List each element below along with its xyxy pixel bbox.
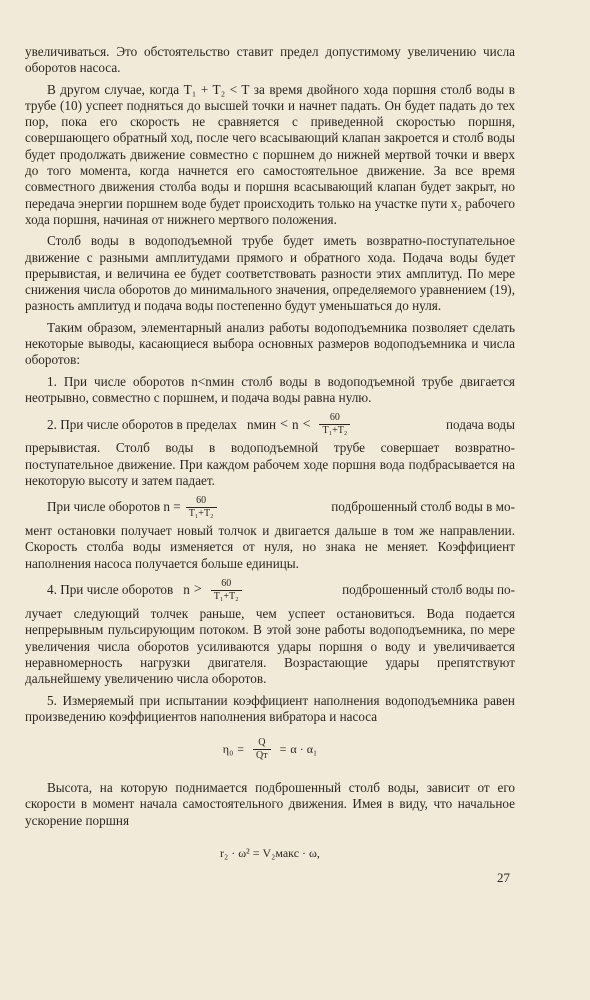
paragraph-intro: увеличиваться. Это обстоятельство ставит предел допустимому увеличению числа оборотов насоса. <box>25 44 515 76</box>
formula-product: α · α₁ <box>290 742 318 757</box>
fraction-denominator-4: T₁+T₂ <box>211 590 242 603</box>
conclusion-1: 1. При числе оборотов n<nмин столб воды в водоподъемной трубе двигается неотрывно, совместно с поршнем, и подача воды равна нулю. <box>25 373 515 405</box>
n-symbol: n <box>291 416 299 432</box>
conclusion-3-lead: При числе оборотов n = <box>47 499 181 515</box>
conclusion-2-lead: 2. При числе оборотов в пределах <box>47 416 237 432</box>
paragraph-column: Столб воды в водоподъемной трубе будет иметь возвратно-поступательное движение с разными амплитудами прямого и обратного хода. Подача воды будет прерывистая, и величина ее будет соответствовать разности этих амплитуд. По мере снижения числа оборотов до минимального значения, определяемого уравнением (19), разность амплитуд и подача воды постепенно будут уменьшаться до нуля. <box>25 233 515 314</box>
n-min-symbol: nмин <box>247 416 277 432</box>
conclusion-2-line <box>25 412 515 437</box>
conclusion-4-cont: лучает следующий толчек раньше, чем успеет остановиться. Вода подается непрерывным пульсирующим потоком. В этой зоне работы водоподъемника, по мере увеличения числа оборотов усиливаются удары поршня о воду и увеличивается неравномерность нагрузки двигателя. Возрастающие удары препятствуют дальнейшему увеличению числа оборотов. <box>25 606 515 687</box>
paragraph-thus: Таким образом, элементарный анализ работы водоподъемника позволяет сделать некоторые выводы, касающиеся выбора основных размеров водоподъемника и числа оборотов: <box>25 319 515 368</box>
fraction-numerator: 60 <box>329 412 340 424</box>
formula-acceleration: r₂ · ω² = V₂макс · ω, <box>220 845 320 860</box>
conclusion-3-line <box>25 495 515 520</box>
less-than-sign-2: < <box>302 416 311 432</box>
fraction-numerator-4: 60 <box>221 578 232 590</box>
greater-than-sign: > <box>193 582 202 598</box>
fraction-denominator-3: T₁+T₂ <box>186 507 217 520</box>
conclusion-4-lead: 4. При числе оборотов <box>47 582 174 598</box>
fraction-denominator: T₁+T₂ <box>319 424 350 437</box>
fraction-numerator-3: 60 <box>196 495 207 507</box>
formula-eta: η₀ <box>222 742 234 757</box>
page-text <box>25 44 515 861</box>
page-number: 27 <box>497 870 510 885</box>
formula-equals-2: = <box>279 742 287 757</box>
paragraph-height: Высота, на которую поднимается подброшенный столб воды, зависит от его скорости в момент начала самостоятельного движения. Имея в виду, что начальное ускорение поршня <box>25 780 515 828</box>
less-than-sign: < <box>280 416 288 432</box>
conclusion-4-line <box>25 578 515 603</box>
conclusion-5: 5. Измеряемый при испытании коэффициент наполнения водоподъемника равен произведению коэффициентов наполнения вибратора и насоса <box>25 692 515 724</box>
fraction-60-over-t-3 <box>186 495 217 520</box>
formula-numerator: Q <box>258 737 266 749</box>
formula-denominator: Qт <box>253 749 271 762</box>
formula-equals: = <box>237 742 245 757</box>
n-symbol-4: n <box>183 582 190 598</box>
fraction-60-over-t <box>319 412 350 437</box>
conclusion-3-tail: подброшенный столб воды в мо- <box>331 499 515 515</box>
paragraph-case: В другом случае, когда T₁ + T₂ < T за время двойного хода поршня столб воды в трубе (10) успеет подняться до высшей точки и начнет падать. Он будет падать до тех пор, пока его скорость не сравняется с приведенной скоростью поршня, совершающего обратный ход, после чего всасывающий клапан закроется и столб воды будет продолжать движение совместно с поршнем до нижней мертвой точки и вверх до того момента, когда начнется его самостоятельное движение. За все время совместного движения столба воды и поршня всасывающий клапан будет закрыт, но передача энергии поршнем воде будет происходить только на участке пути x₂ рабочего хода поршня, начиная от нижнего мертвого положения. <box>25 81 515 227</box>
formula-fraction <box>253 737 271 762</box>
conclusion-4-tail: подброшенный столб воды по- <box>342 582 515 598</box>
conclusion-2-cont: прерывистая. Столб воды в водоподъемной трубе совершает возвратно-поступательное движение. При каждом рабочем ходе поршня вода подбрасывается на некоторую высоту и затем падает. <box>25 440 515 488</box>
formula-fill-coefficient <box>25 737 515 762</box>
fraction-60-over-t-4 <box>211 578 242 603</box>
conclusion-2-tail: подача воды <box>445 416 515 432</box>
conclusion-3-cont: мент остановки получает новый толчок и двигается дальше в том же направлении. Скорость столба воды изменяется от нуля, но знака не меняет. Коэффициент наполнения насоса получается больше единицы. <box>25 523 515 571</box>
